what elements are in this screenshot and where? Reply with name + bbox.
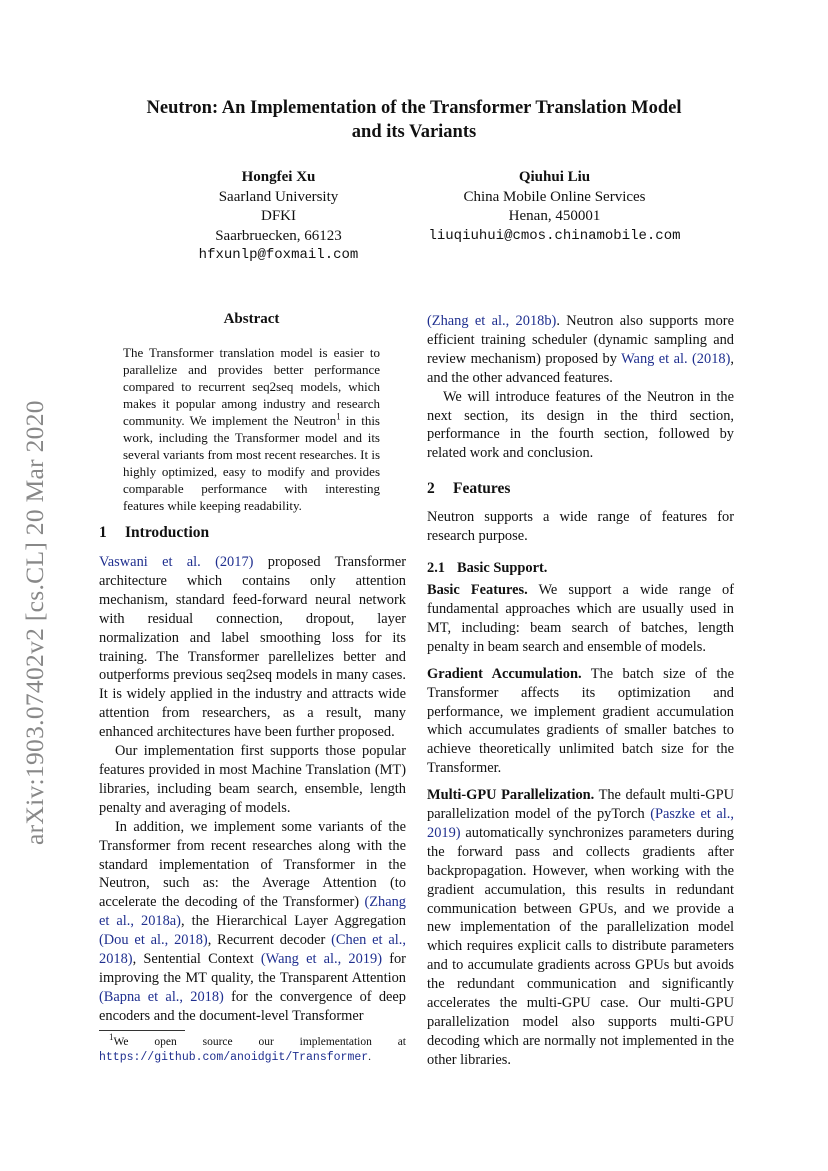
intro-section bbox=[99, 524, 406, 1026]
citation-link[interactable]: (Dou et al., 2018) bbox=[99, 932, 208, 949]
author-affiliation: DFKI bbox=[260, 208, 296, 225]
arxiv-stamp: arXiv:1903.07402v2 [cs.CL] 20 Mar 2020 bbox=[20, 400, 49, 845]
author-block-2 bbox=[392, 168, 717, 246]
citation-link[interactable]: (Zhang et al., 2018b) bbox=[427, 313, 557, 329]
citation-link[interactable]: (Paszke et al., 2019) bbox=[427, 806, 734, 841]
author-affiliation: China Mobile Online Services bbox=[463, 188, 646, 205]
author-address: Saarbruecken, 66123 bbox=[215, 227, 342, 244]
author-affiliation: Saarland University bbox=[218, 188, 339, 205]
author-name: Hongfei Xu bbox=[241, 169, 316, 185]
author-block-1 bbox=[176, 168, 381, 266]
gradient-accumulation-paragraph: Gradient Accumulation. The batch size of the Transformer affects its optimization and performance, we implement gradient accumulation which accumulates gradients of smaller batches to achieve theoretically unlimited batch size for the Transformer. bbox=[427, 665, 734, 777]
citation-link[interactable]: Vaswani et al. (2017) bbox=[99, 554, 254, 570]
basic-features-paragraph: Basic Features. We support a wide range of fundamental approaches which are usually used in MT, including: beam search of batches, length penalty in beam search and ensemble of models. bbox=[427, 582, 734, 655]
citation-link[interactable]: (Bapna et al., 2018) bbox=[99, 988, 224, 1005]
footnote-mark[interactable]: 1 bbox=[336, 411, 341, 422]
footnote: $^1$We open source our implementation at https://github.com/anoidgit/Transformer. bbox=[99, 1032, 406, 1064]
abstract-body bbox=[123, 344, 380, 514]
intro-paragraph-1: Vaswani et al. (2017) proposed Transformer architecture which contains only attention mechanism, standard feed-forward neural network with residual connection, dropout, layer normalization and label smoothing loss for its training. The Transformer parellelizes better and outperforms previous seq2seq models in many cases. It is widely applied in the industry and attracts wide attention from researchers, as a result, many enhanced architectures have been further proposed. bbox=[99, 554, 406, 741]
intro-paragraph-2: Our implementation first supports those popular features provided in most Machine Translation (MT) libraries, including beam search, ensemble, length penalty and averaging of models. bbox=[99, 743, 406, 816]
citation-link[interactable]: (Chen et al., 2018) bbox=[99, 932, 406, 968]
footnote-rule bbox=[99, 1030, 185, 1031]
multi-gpu-paragraph: Multi-GPU Parallelization. The default multi-GPU parallelization model of the pyTorch (Paszke et al., 2019) automatically synchronizes parameters during the forward pass and collects gradients after backpropagation. However, when working with the gradient accumulation, this results in redundant communication between GPUs, and we provide a new implementation of the parallelization model which requires explicit calls to distribute parameters and to accumulate gradients across GPUs but avoids the redundant communication and significantly accelerates the multi-GPU case. Our multi-GPU parallelization model also supports multi-GPU decoding which are normally not implemented in the other libraries. bbox=[427, 787, 735, 1068]
paper-title bbox=[60, 96, 768, 144]
intro-paragraph-4: We will introduce features of the Neutron in the next section, its design in the third section, performance in the fourth section, followed by related work and conclusion. bbox=[427, 388, 734, 462]
title-line-2: and its Variants bbox=[351, 122, 477, 142]
abstract-paragraph: The Transformer translation model is easier to parallelize and provides better performance compared to recurrent seq2seq models, which makes it popular among industry and research community. We implement the Neutron$^1$ in this work, including the Transformer model and its several variants from most recent researches. It is highly optimized, easy to modify and provides comparable performance with interesting features while keeping readability. bbox=[123, 345, 381, 513]
intro-paragraph-3: In addition, we implement some variants of the Transformer from recent researches along with the standard implementation of Transformer in the Neutron, such as: the Average Attention (to accelerate the decoding of the Transformer) (Zhang et al., 2018a), the Hierarchical Layer Aggregation (Dou et al., 2018), Recurrent decoder (Chen et al., 2018), Sentential Context (Wang et al., 2019) for improving the MT quality, the Transparent Attention (Bapna et al., 2018) for the convergence of deep encoders and the document-level Transformer bbox=[99, 818, 406, 1024]
subsection-heading-basic-support: 2.1 Basic Support. bbox=[427, 560, 548, 577]
section-heading-introduction: 1 Introduction bbox=[99, 524, 210, 541]
author-email[interactable]: hfxunlp@foxmail.com bbox=[198, 247, 359, 264]
citation-link[interactable]: Wang et al. (2018) bbox=[621, 350, 731, 367]
abstract-heading: Abstract bbox=[223, 311, 280, 327]
intro-continued-paragraph: (Zhang et al., 2018b). Neutron also supports more efficient training scheduler (dynamic sampling and review mechanism) proposed by Wang et al. (2018), and the other advanced features. bbox=[427, 313, 734, 386]
citation-link[interactable]: (Zhang et al., 2018a) bbox=[99, 894, 406, 930]
author-name: Qiuhui Liu bbox=[518, 169, 591, 185]
footnote-url-link[interactable]: https://github.com/anoidgit/Transformer bbox=[99, 1051, 369, 1064]
right-column bbox=[427, 312, 734, 1070]
citation-link[interactable]: (Wang et al., 2019) bbox=[260, 951, 382, 968]
author-email[interactable]: liuqiuhui@cmos.chinamobile.com bbox=[428, 227, 681, 244]
features-intro: Neutron supports a wide range of features for research purpose. bbox=[427, 509, 734, 545]
footnote-number: 1 bbox=[109, 1032, 114, 1043]
title-line-1: Neutron: An Implementation of the Transformer Translation Model bbox=[146, 98, 682, 118]
section-heading-features: 2 Features bbox=[427, 480, 511, 498]
author-address: Henan, 450001 bbox=[508, 208, 601, 225]
